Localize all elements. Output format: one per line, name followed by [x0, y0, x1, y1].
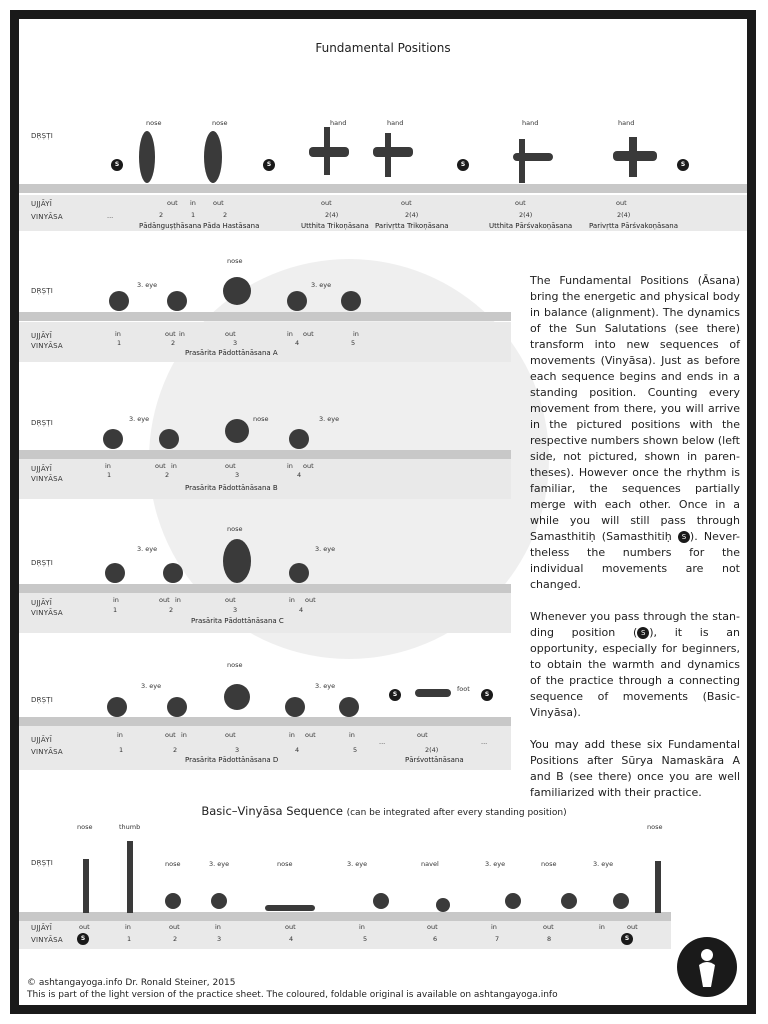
vinyasa-count: 3: [233, 606, 238, 614]
drsti-label: DṚṢṬI: [31, 287, 54, 295]
breath-out-label: out: [213, 199, 224, 207]
copyright-text: © ashtangayoga.info Dr. Ronald Steiner, 2015: [27, 978, 236, 988]
vinyasa-count: 3: [235, 746, 240, 754]
rowB-floor: [19, 450, 511, 459]
vinyasa-count: 2: [223, 211, 228, 219]
asana-name: Utthita Trikoṇāsana: [301, 222, 369, 230]
breath-label: in: [215, 923, 221, 931]
ujjayi-label: UJJĀYĪ: [31, 332, 53, 340]
asana-name: Parivṛtta Trikoṇāsana: [375, 222, 449, 230]
basic-band: [19, 921, 671, 949]
breath-label: out: [627, 923, 638, 931]
breath-label: out: [79, 923, 90, 931]
samasthiti-icon: S: [77, 933, 89, 945]
rowA-floor: [19, 312, 511, 321]
ujjayi-label: UJJĀYĪ: [31, 599, 53, 607]
breath-label: out: [285, 923, 296, 931]
gaze-label: nose: [77, 823, 93, 831]
vinyasa-count: 3: [233, 339, 238, 347]
samasthiti-icon: S: [457, 159, 469, 171]
breath-label: out: [225, 330, 236, 338]
breath-label: out: [169, 923, 180, 931]
gaze-label: nose: [647, 823, 663, 831]
footer-note: This is part of the light version of the practice sheet. The coloured, foldable original is available on ashtangayoga.info: [27, 990, 558, 1000]
breath-label: in: [125, 923, 131, 931]
asana-name: Pāda Hastāsana: [203, 222, 260, 230]
breath-label: in: [287, 462, 293, 470]
asana-name: Pādānguṣṭhāsana: [139, 222, 202, 230]
breath-label: in: [105, 462, 111, 470]
ujjayi-label: UJJĀYĪ: [31, 924, 53, 932]
vinyasa-count: 3: [217, 935, 222, 943]
gaze-label: 3. eye: [311, 281, 332, 289]
asana-name: Utthita Pārśvakoṇāsana: [489, 222, 573, 230]
breath-label: in: [181, 731, 187, 739]
breath-label: in: [491, 923, 497, 931]
vinyasa-count: 5: [353, 746, 358, 754]
breath-label: in: [175, 596, 181, 604]
gaze-label: 3. eye: [315, 545, 336, 553]
gaze-label: 3. eye: [137, 281, 158, 289]
basic-figures: [69, 841, 669, 913]
breath-label: out: [427, 923, 438, 931]
gaze-label: nose: [227, 257, 243, 265]
vinyasa-count: 8: [547, 935, 552, 943]
samasthiti-icon: S: [389, 689, 401, 701]
vinyasa-label: VINYĀSA: [31, 213, 63, 221]
breath-label: in: [115, 330, 121, 338]
breath-label: in: [599, 923, 605, 931]
breath-label: out: [165, 731, 176, 739]
page-title: Fundamental Positions: [315, 41, 451, 55]
gaze-label: hand: [330, 119, 347, 127]
vinyasa-count: 2: [171, 339, 176, 347]
ellipsis: ...: [107, 212, 114, 220]
vinyasa-count: 4: [297, 471, 302, 479]
asana-name: Pārśvottānāsana: [405, 756, 464, 764]
rowC-figures: [99, 531, 339, 586]
gaze-label: 3. eye: [315, 682, 336, 690]
breath-label: out: [159, 596, 170, 604]
footer: [27, 977, 558, 1001]
samasthiti-icon: S: [481, 689, 493, 701]
asana-name: Prasārita Pādottānāsana D: [185, 756, 279, 764]
rowD-figures: [99, 669, 479, 719]
gaze-label: nose: [277, 860, 293, 868]
samasthiti-icon: S: [111, 159, 123, 171]
drsti-label: DṚṢṬI: [31, 859, 54, 867]
vinyasa-label: VINYĀSA: [31, 342, 63, 350]
row1-figures: [137, 127, 697, 187]
vinyasa-label: VINYĀSA: [31, 936, 63, 944]
vinyasa-label: VINYĀSA: [31, 748, 63, 756]
vinyasa-count: 2: [165, 471, 170, 479]
ujjayi-label: UJJĀYĪ: [31, 465, 53, 473]
vinyasa-count: 2: [169, 606, 174, 614]
description-paragraph: The Fundamental Positions (Āsana) bring the energetic and physical body in balance (alignment). The dynamics of the Sun Salutations (see there) transform into new sequences of movements (Vinyāsa). Just as before each sequence begins and ends in a standing position. Counting every movement from there, you will arrive in the pictured positions with the respective numbers shown below (left side, not pictured, shown in paren-theses). However once the rhythm is familiar, the sequences partially merge with each other. Once in a while you will still pass through Samasthitiḥ (Samasthitiḥ S ). Never-theless the numbers for the individual movements are not changed.: [530, 274, 740, 591]
breath-label: in: [289, 596, 295, 604]
vinyasa-count: 4: [299, 606, 304, 614]
vinyasa-count: 2(4): [519, 211, 533, 219]
samasthiti-icon: S: [621, 933, 633, 945]
gaze-label: nose: [227, 525, 243, 533]
vinyasa-count: 3: [235, 471, 240, 479]
basic-floor: [19, 912, 671, 921]
vinyasa-count: 2(4): [617, 211, 631, 219]
description-paragraph: You may add these six Fundamental Positions after Sūrya Namaskāra A and B (see there) once you are well familiarized with their practice.: [530, 738, 740, 799]
drsti-label: DṚṢṬI: [31, 696, 54, 704]
gaze-label: nose: [227, 661, 243, 669]
vinyasa-count: 1: [127, 935, 132, 943]
gaze-label: 3. eye: [319, 415, 340, 423]
breath-label: out: [303, 330, 314, 338]
gaze-label: nose: [165, 860, 181, 868]
breath-out-label: out: [401, 199, 412, 207]
gaze-label: foot: [457, 685, 470, 693]
gaze-label: 3. eye: [593, 860, 614, 868]
breath-label: out: [155, 462, 166, 470]
gaze-label: 3. eye: [141, 682, 162, 690]
vinyasa-count: 4: [295, 746, 300, 754]
sheet-frame: [10, 10, 756, 1014]
breath-in-label: in: [190, 199, 196, 207]
vinyasa-count: 2: [173, 935, 178, 943]
breath-out-label: out: [515, 199, 526, 207]
breath-label: out: [165, 330, 176, 338]
breath-label: out: [225, 596, 236, 604]
rowC-band: [19, 593, 511, 633]
breath-label: out: [417, 731, 428, 739]
ellipsis: ...: [379, 738, 386, 746]
basic-vinyasa-heading: Basic–Vinyāsa Sequence (can be integrated after every standing position): [201, 804, 567, 818]
gaze-label: 3. eye: [129, 415, 150, 423]
vinyasa-count: 2(4): [405, 211, 419, 219]
ashtangayoga-logo: [675, 935, 739, 999]
breath-label: out: [225, 731, 236, 739]
vinyasa-count: 2(4): [425, 746, 439, 754]
breath-out-label: out: [321, 199, 332, 207]
vinyasa-label: VINYĀSA: [31, 609, 63, 617]
samasthiti-icon: S: [678, 531, 690, 543]
gaze-label: nose: [212, 119, 228, 127]
vinyasa-count: 1: [191, 211, 196, 219]
description: [530, 273, 740, 817]
gaze-label: 3. eye: [485, 860, 506, 868]
vinyasa-count: 1: [119, 746, 124, 754]
gaze-label: thumb: [119, 823, 141, 831]
breath-label: in: [287, 330, 293, 338]
gaze-label: nose: [146, 119, 162, 127]
gaze-label: 3. eye: [347, 860, 368, 868]
breath-in-label: out: [167, 199, 178, 207]
breath-label: in: [289, 731, 295, 739]
gaze-label: navel: [421, 860, 439, 868]
samasthiti-icon: S: [677, 159, 689, 171]
vinyasa-count: 5: [351, 339, 356, 347]
breath-label: out: [305, 596, 316, 604]
ujjayi-label: UJJĀYĪ: [31, 200, 53, 208]
gaze-label: hand: [387, 119, 404, 127]
breath-label: out: [225, 462, 236, 470]
description-paragraph: Whenever you pass through the stan-ding position ( S ), it is an opportunity, especially for beginners, to obtain the warmth and dynamics of the practice through a connecting sequence of movements (Basic-Vinyāsa).: [530, 610, 740, 719]
rowB-band: [19, 459, 511, 499]
breath-label: out: [305, 731, 316, 739]
gaze-label: nose: [253, 415, 269, 423]
vinyasa-count: 4: [289, 935, 294, 943]
asana-name: Parivṛtta Pārśvakoṇāsana: [589, 222, 678, 230]
gaze-label: hand: [522, 119, 539, 127]
vinyasa-count: 2: [173, 746, 178, 754]
breath-label: in: [353, 330, 359, 338]
asana-name: Prasārita Pādottānāsana C: [191, 617, 284, 625]
rowB-figures: [99, 401, 339, 451]
gaze-label: 3. eye: [209, 860, 230, 868]
vinyasa-count: 1: [113, 606, 118, 614]
gaze-label: 3. eye: [137, 545, 158, 553]
samasthiti-icon: S: [263, 159, 275, 171]
breath-label: in: [117, 731, 123, 739]
breath-label: out: [543, 923, 554, 931]
breath-label: in: [179, 330, 185, 338]
ujjayi-label: UJJĀYĪ: [31, 736, 53, 744]
vinyasa-count: 5: [363, 935, 368, 943]
gaze-label: nose: [541, 860, 557, 868]
vinyasa-count: 2: [159, 211, 164, 219]
breath-label: in: [113, 596, 119, 604]
breath-out-label: out: [616, 199, 627, 207]
vinyasa-count: 6: [433, 935, 438, 943]
breath-label: in: [359, 923, 365, 931]
samasthiti-icon: S: [637, 627, 649, 639]
vinyasa-label: VINYĀSA: [31, 475, 63, 483]
vinyasa-count: 1: [107, 471, 112, 479]
gaze-label: hand: [618, 119, 635, 127]
vinyasa-count: 2(4): [325, 211, 339, 219]
drsti-label: DṚṢṬI: [31, 132, 54, 140]
vinyasa-count: 7: [495, 935, 500, 943]
vinyasa-count: 4: [295, 339, 300, 347]
breath-label: out: [303, 462, 314, 470]
drsti-label: DṚṢṬI: [31, 559, 54, 567]
asana-name: Prasārita Pādottānāsana A: [185, 349, 278, 357]
asana-name: Prasārita Pādottānāsana B: [185, 484, 278, 492]
vinyasa-count: 1: [117, 339, 122, 347]
ellipsis: ...: [481, 738, 488, 746]
drsti-label: DṚṢṬI: [31, 419, 54, 427]
breath-label: in: [349, 731, 355, 739]
breath-label: in: [171, 462, 177, 470]
